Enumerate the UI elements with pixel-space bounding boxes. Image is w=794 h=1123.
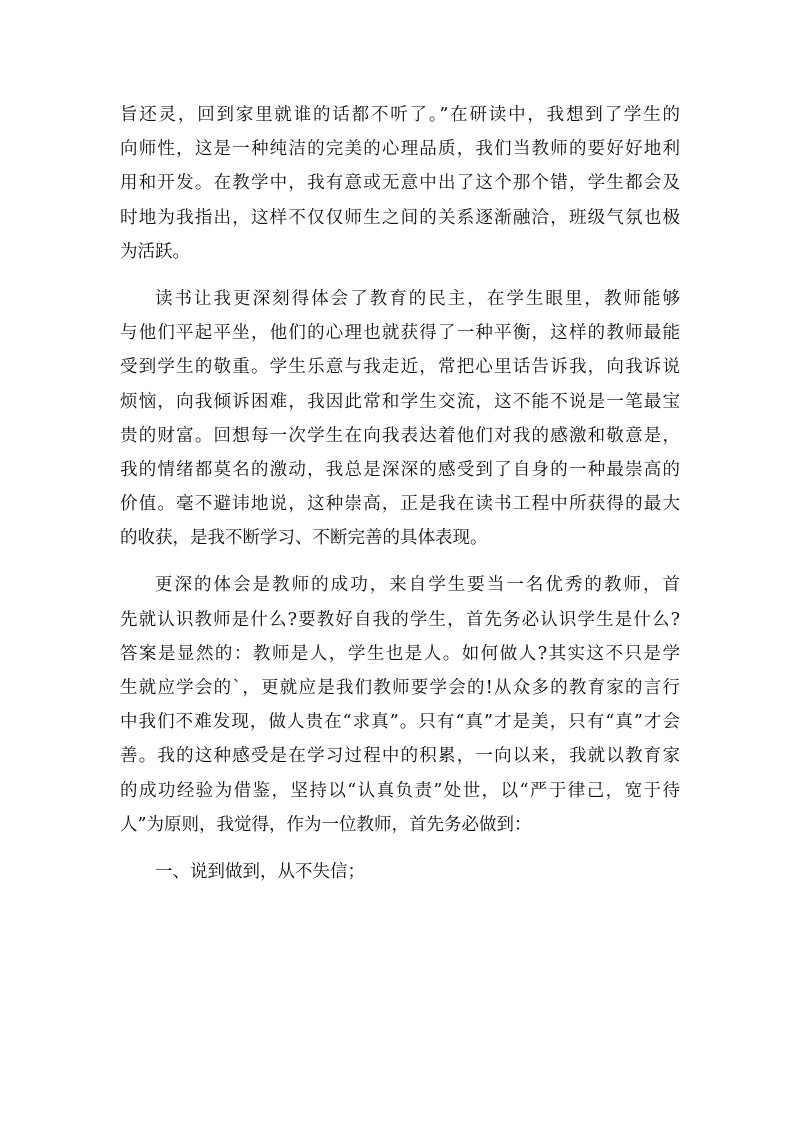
paragraph-spacing (120, 842, 680, 855)
document-body (120, 98, 680, 889)
text-line: 价值。毫不避讳地说，这种崇高，正是我在读书工程中所获得的最大 (120, 494, 680, 515)
text-line: 受到学生的敬重。学生乐意与我走近，常把心里话告诉我，向我诉说 (120, 357, 680, 378)
text-line: 更深的体会是教师的成功，来自学生要当一名优秀的教师，首 (155, 575, 680, 596)
text-line: 善。我的这种感受是在学习过程中的积累，一向以来，我就以教育家 (120, 746, 680, 767)
text-line: 用和开发。在教学中，我有意或无意中出了这个那个错，学生都会及 (120, 173, 680, 194)
text-line: 贵的财富。回想每一次学生在向我表达着他们对我的感激和敬意是， (120, 425, 680, 446)
text-line: 烦恼，向我倾诉困难，我因此常和学生交流，这不能不说是一笔最宝 (120, 391, 680, 412)
text-line: 向师性，这是一种纯洁的完美的心理品质，我们当教师的要好好地利 (120, 139, 680, 160)
text-line: 的收获，是我不断学习、不断完善的具体表现。 (120, 528, 488, 549)
paragraph-3 (120, 568, 680, 842)
text-line: 生就应学会的`，更就应是我们教师要学会的!从众多的教育家的言行 (120, 678, 680, 698)
text-line: 我的情绪都莫名的激动，我总是深深的感受到了自身的一种最崇高的 (120, 459, 680, 480)
text-line: 人”为原则，我觉得，作为一位教师，首先务必做到： (120, 814, 532, 835)
paragraph-spacing (120, 269, 680, 282)
paragraph-2 (120, 282, 680, 556)
text-line: 为活跃。 (120, 241, 190, 262)
text-line: 时地为我指出，这样不仅仅师生之间的关系逐渐融洽，班级气氛也极 (120, 207, 680, 228)
text-line: 先就认识教师是什么?要教好自我的学生，首先务必认识学生是什么? (120, 609, 680, 630)
paragraph-spacing (120, 555, 680, 568)
text-line: 的成功经验为借鉴，坚持以“认真负责”处世，以“严于律己，宽于待 (120, 780, 680, 801)
text-line: 与他们平起平坐，他们的心理也就获得了一种平衡，这样的教师最能 (120, 323, 680, 344)
text-line: 旨还灵，回到家里就谁的话都不听了。”在研读中，我想到了学生的 (120, 105, 680, 125)
text-line: 答案是显然的：教师是人，学生也是人。如何做人?其实这不只是学 (120, 643, 680, 664)
text-line: 一、说到做到，从不失信； (155, 861, 365, 882)
text-line: 中我们不难发现，做人贵在“求真”。只有“真”才是美，只有“真”才会 (120, 712, 680, 733)
text-line: 读书让我更深刻得体会了教育的民主，在学生眼里，教师能够 (155, 288, 680, 309)
paragraph-4 (120, 855, 680, 889)
paragraph-1 (120, 98, 680, 269)
